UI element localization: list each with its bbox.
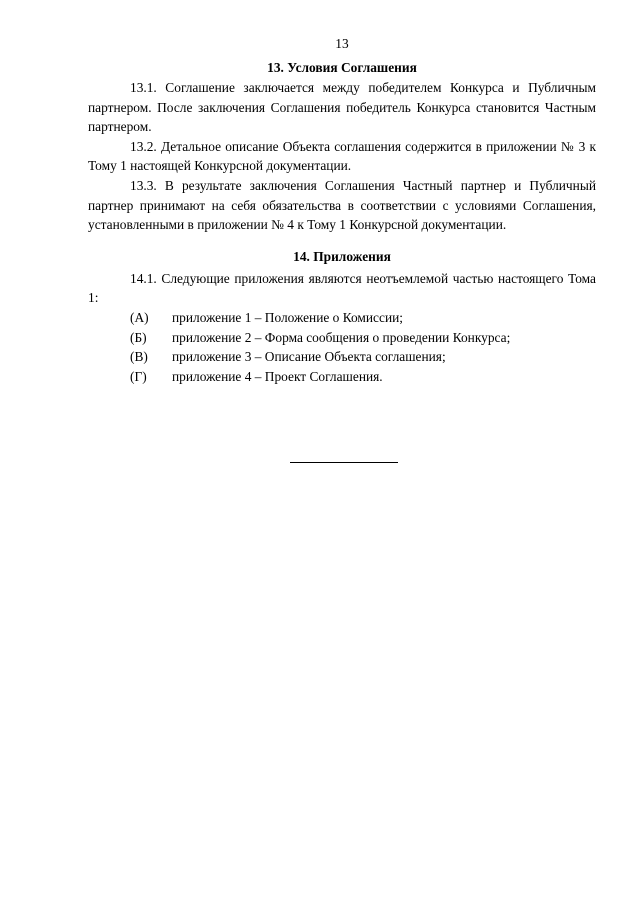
end-divider: [290, 462, 398, 463]
list-marker: (Г): [130, 368, 147, 384]
list-item: [88, 308, 596, 328]
list-item: [88, 328, 596, 348]
list-text: приложение 2 – Форма сообщения о проведении Конкурса;: [172, 329, 511, 345]
list-item: [88, 367, 596, 387]
list-marker: (В): [130, 349, 148, 365]
page-number: 13: [335, 36, 349, 51]
paragraph-13-3: 13.3. В результате заключения Соглашения Частный партнер и Публичный партнер принимают на себя обязательства в соответствии с условиями Соглашения, установленными в приложении № 4 к Тому 1 Конкурсной документации.: [88, 177, 596, 233]
paragraph-13-1: 13.1. Соглашение заключается между победителем Конкурса и Публичным партнером. После заключения Соглашения победитель Конкурса становится Частным партнером.: [88, 80, 596, 135]
list-text: приложение 3 – Описание Объекта соглашения;: [172, 349, 446, 365]
document-page: [88, 34, 596, 386]
list-text: приложение 1 – Положение о Комиссии;: [172, 309, 403, 325]
paragraph-14-1: 14.1. Следующие приложения являются неотъемлемой частью настоящего Тома 1:: [88, 270, 596, 306]
section-13-heading: 13. Условия Соглашения: [267, 60, 417, 75]
list-item: [88, 347, 596, 367]
paragraph-13-2: 13.2. Детальное описание Объекта соглашения содержится в приложении № 3 к Тому 1 настоящей Конкурсной документации.: [88, 138, 596, 174]
list-text: приложение 4 – Проект Соглашения.: [172, 368, 383, 384]
list-marker: (Б): [130, 329, 147, 345]
list-marker: (А): [130, 309, 149, 325]
section-14-heading: 14. Приложения: [293, 248, 391, 264]
appendix-list: [88, 308, 596, 386]
